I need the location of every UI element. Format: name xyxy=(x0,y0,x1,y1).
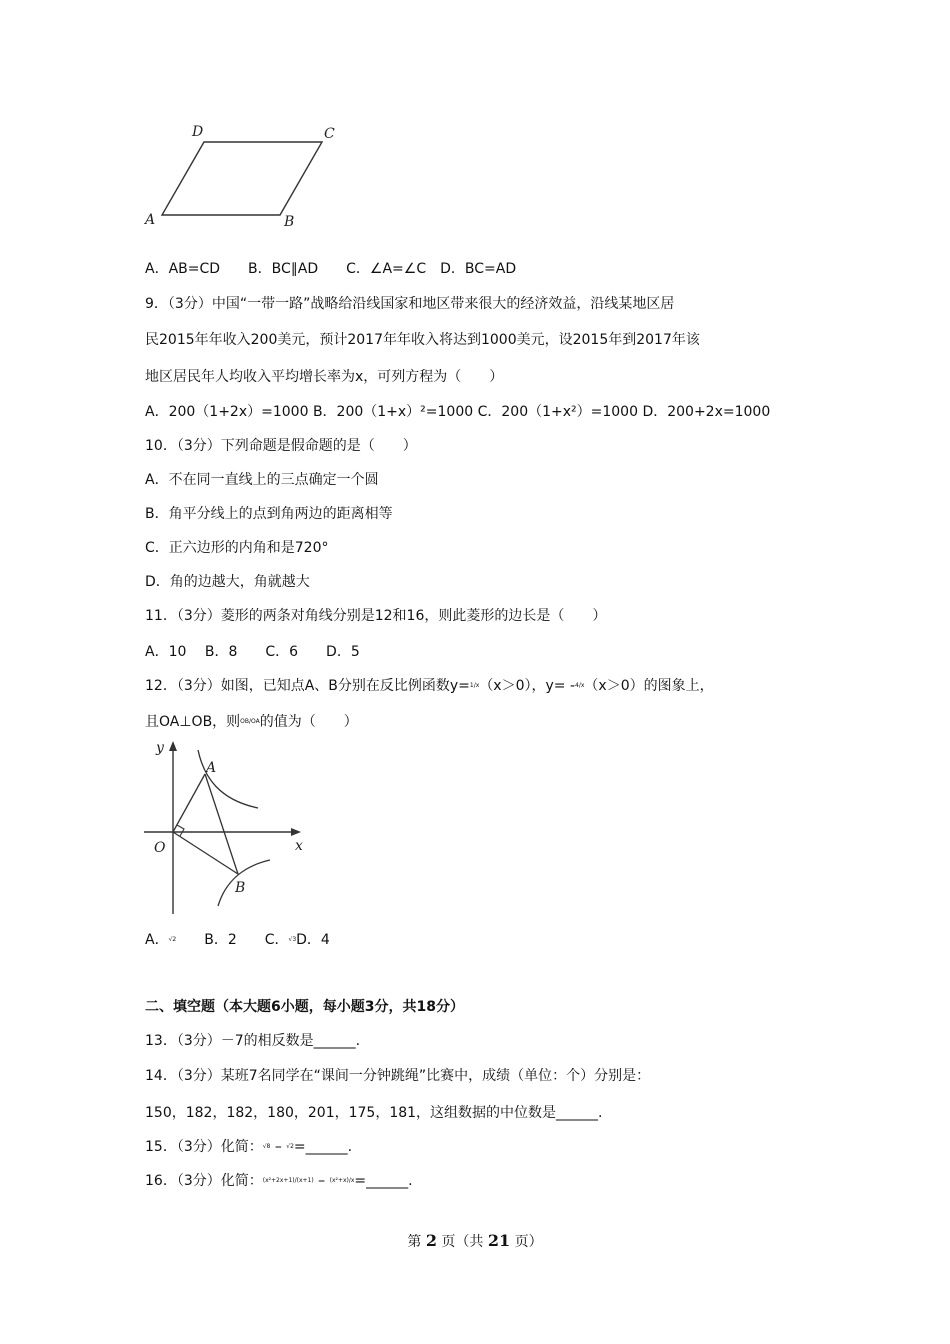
footer-page-number: 2 xyxy=(425,1231,437,1250)
q12-part1: 12．（3分）如图，已知点A、B分别在反比例函数y= xyxy=(145,678,470,694)
q10-option-d: D．角的边越大，角就越大 xyxy=(145,574,310,590)
segment-OA xyxy=(173,774,205,832)
right-angle-mark xyxy=(177,825,184,836)
parallelogram-shape xyxy=(162,142,322,215)
q15-expr1: √8 xyxy=(262,1143,271,1150)
q14-line1: 14．（3分）某班7名同学在“课间一分钟跳绳”比赛中，成绩（单位：个）分别是： xyxy=(145,1068,651,1084)
q12-sqrt2: √2 xyxy=(168,936,177,943)
q15-suffix: =______. xyxy=(293,1139,353,1155)
coordinate-figure xyxy=(140,738,315,918)
q12-line2 xyxy=(145,713,358,731)
q10-option-a: A．不在同一直线上的三点确定一个圆 xyxy=(145,472,379,488)
label-A2: A xyxy=(206,760,217,776)
segment-AB xyxy=(205,774,238,874)
q14-line2: 150，182，182，180，201，175，181，这组数据的中位数是______. xyxy=(145,1105,603,1121)
label-O: O xyxy=(154,840,166,856)
q16-minus: – xyxy=(313,1173,330,1189)
q12-sqrt3: √3 xyxy=(288,936,297,943)
label-D: D xyxy=(192,124,204,140)
y-axis-arrow xyxy=(169,741,177,751)
q9-line2: 民2015年年收入200美元，预计2017年年收入将达到1000美元，设2015年到2017年该 xyxy=(145,332,700,348)
q9-line1: 9．（3分）中国“一带一路”战略给沿线国家和地区带来很大的经济效益，沿线某地区居 xyxy=(145,296,675,312)
label-C: C xyxy=(324,126,335,142)
q16-suffix: =______. xyxy=(354,1173,413,1189)
label-A: A xyxy=(145,212,156,228)
q9-options: A．200（1+2x）=1000 B．200（1+x）²=1000 C．200（1+x²）=1000 D．200+2x=1000 xyxy=(145,404,771,420)
x-axis-arrow xyxy=(291,828,301,836)
q15-prefix: 15．（3分）化简： xyxy=(145,1139,263,1155)
page-footer xyxy=(0,1231,950,1251)
footer-pre: 第 xyxy=(407,1234,426,1250)
label-B: B xyxy=(284,214,295,230)
q10-stem: 10．（3分）下列命题是假命题的是（ ） xyxy=(145,438,417,454)
label-B2: B xyxy=(235,880,246,896)
q12-part3: （x＞0）的图象上， xyxy=(584,678,714,694)
label-x: x xyxy=(295,838,303,854)
q12-opt-a: A． xyxy=(145,932,169,948)
q12-options xyxy=(145,931,330,949)
q15-minus: – xyxy=(270,1139,287,1155)
q12-fraction-4-over-x: 4/x xyxy=(575,682,585,689)
q16-expr2: (x²+x)/x xyxy=(329,1177,355,1184)
q12-line2b: 的值为（ ） xyxy=(259,714,358,730)
q10-option-c: C．正六边形的内角和是720° xyxy=(145,540,329,556)
q16 xyxy=(145,1172,413,1190)
q13: 13．（3分）－7的相反数是______. xyxy=(145,1033,361,1049)
q12-fraction-1-over-x: 1/x xyxy=(469,682,480,689)
footer-total-pages: 21 xyxy=(487,1231,511,1250)
q16-expr1: (x²+2x+1)/(x+1) xyxy=(262,1177,314,1184)
footer-mid: 页（共 xyxy=(436,1234,488,1250)
segment-OB xyxy=(173,832,238,874)
q10-option-b: B．角平分线上的点到角两边的距离相等 xyxy=(145,506,393,522)
q12-part2: （x＞0），y= - xyxy=(479,678,576,694)
q15-expr2: √2 xyxy=(286,1143,294,1150)
section2-title: 二、填空题（本大题6小题，每小题3分，共18分） xyxy=(145,999,464,1015)
q12-ratio-fraction: OB/OA xyxy=(240,718,260,725)
q12-opt-b: B．2 C． xyxy=(176,932,289,948)
q9-line3: 地区居民年人均收入平均增长率为x，可列方程为（ ） xyxy=(145,369,504,385)
q16-prefix: 16．（3分）化简： xyxy=(145,1173,263,1189)
q12-line2a: 且OA⊥OB，则 xyxy=(145,714,241,730)
q8-options: A．AB=CD B．BC∥AD C．∠A=∠C D．BC=AD xyxy=(145,261,517,277)
label-y: y xyxy=(156,740,164,756)
q11-stem: 11．（3分）菱形的两条对角线分别是12和16，则此菱形的边长是（ ） xyxy=(145,608,607,624)
q11-options: A．10 B．8 C．6 D．5 xyxy=(145,644,360,660)
q15 xyxy=(145,1138,352,1156)
parallelogram-figure xyxy=(140,118,350,233)
q12-line1 xyxy=(145,677,714,695)
q12-opt-d: D．4 xyxy=(296,932,330,948)
footer-post: 页） xyxy=(510,1234,543,1250)
